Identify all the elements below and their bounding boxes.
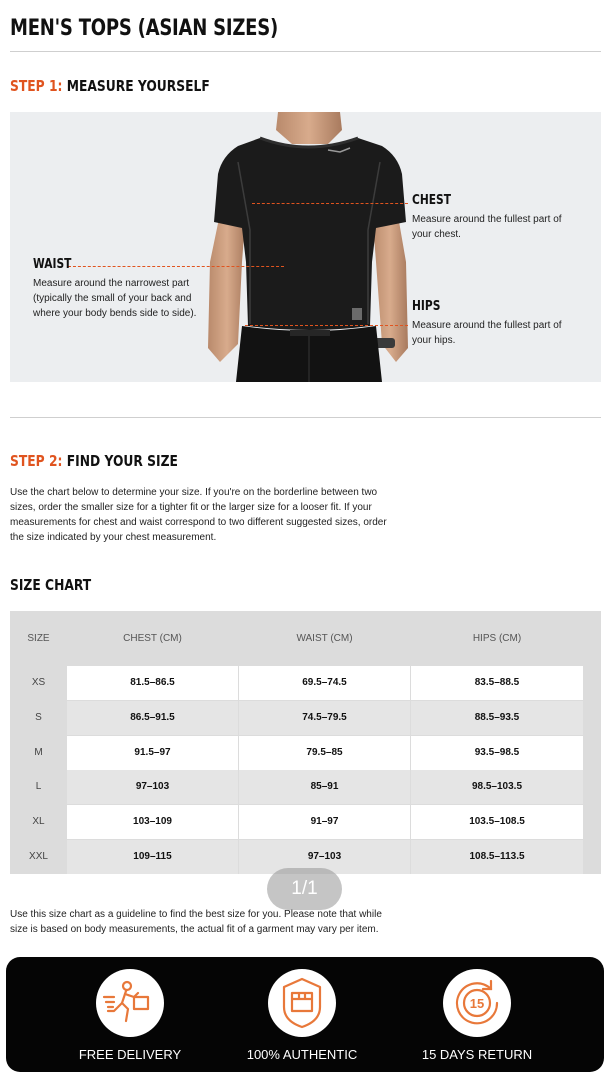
chest-description: Measure around the fullest part of your chest. <box>412 214 562 240</box>
step1-number: STEP 1: <box>10 77 63 95</box>
step1-title: MEASURE YOURSELF <box>66 77 210 95</box>
top-divider <box>10 51 601 52</box>
hips-pointer-line <box>245 325 408 326</box>
benefit-label: 15 DAYS RETURN <box>421 1047 533 1062</box>
table-row <box>10 770 601 804</box>
step2-title: FIND YOUR SIZE <box>66 452 178 470</box>
15-day-return-icon <box>443 969 511 1037</box>
header-chest: CHEST (CM) <box>123 633 182 644</box>
size-cell: XXL <box>29 851 48 862</box>
waist-cell: 97–103 <box>239 840 410 874</box>
waist-cell: 79.5–85 <box>239 736 410 770</box>
waist-cell: 74.5–79.5 <box>239 701 410 735</box>
table-row <box>10 701 601 735</box>
benefit-label: 100% AUTHENTIC <box>246 1047 358 1062</box>
chest-cell: 86.5–91.5 <box>67 701 238 735</box>
delivery-runner-icon <box>96 969 164 1037</box>
middle-divider <box>10 417 601 418</box>
hips-cell: 98.5–103.5 <box>411 770 583 804</box>
page-title: MEN'S TOPS (ASIAN SIZES) <box>10 16 279 41</box>
chest-cell: 109–115 <box>67 840 238 874</box>
hips-title: HIPS <box>412 299 441 314</box>
hips-cell: 83.5–88.5 <box>411 666 583 700</box>
chest-cell: 91.5–97 <box>67 736 238 770</box>
table-row <box>10 736 601 770</box>
page-indicator[interactable]: 1/1 <box>267 868 342 910</box>
size-chart-footnote: Use this size chart as a guideline to find the best size for you. Please note that while size is based on body measurements, the actual fit of a garment may vary per item. <box>10 909 382 935</box>
step2-heading <box>10 452 178 470</box>
size-chart-table <box>10 611 601 874</box>
waist-pointer-line <box>68 266 284 267</box>
waist-cell: 91–97 <box>239 805 410 839</box>
benefit-return <box>407 969 547 1069</box>
chest-title: CHEST <box>412 193 451 208</box>
hips-cell: 93.5–98.5 <box>411 736 583 770</box>
chest-cell: 97–103 <box>67 770 238 804</box>
size-chart-heading: SIZE CHART <box>10 576 92 594</box>
waist-description: Measure around the narrowest part (typically the small of your back and where your body bends side to side). <box>33 278 197 319</box>
size-cell: XL <box>32 816 45 827</box>
waist-title: WAIST <box>33 257 72 272</box>
authentic-box-icon <box>268 969 336 1037</box>
benefit-label: FREE DELIVERY <box>78 1047 182 1062</box>
table-row <box>10 666 601 700</box>
header-waist: WAIST (CM) <box>296 633 353 644</box>
svg-text:15: 15 <box>469 996 485 1011</box>
step1-heading <box>10 77 210 95</box>
hips-description: Measure around the fullest part of your hips. <box>412 320 562 346</box>
size-instructions: Use the chart below to determine your size. If you're on the borderline between two sizes, order the smaller size for a tighter fit or the larger size for a looser fit. If your measurements for chest and waist correspond to two different suggested sizes, order the size indicated by your chest measurement. <box>10 487 387 543</box>
benefits-bar <box>6 957 604 1072</box>
hips-cell: 108.5–113.5 <box>411 840 583 874</box>
hips-cell: 103.5–108.5 <box>411 805 583 839</box>
step2-number: STEP 2: <box>10 452 63 470</box>
header-size: SIZE <box>27 633 50 644</box>
benefit-authentic <box>232 969 372 1069</box>
size-cell: S <box>35 712 42 723</box>
chest-cell: 81.5–86.5 <box>67 666 238 700</box>
chest-pointer-line <box>252 203 408 204</box>
waist-cell: 69.5–74.5 <box>239 666 410 700</box>
waist-cell: 85–91 <box>239 770 410 804</box>
hips-cell: 88.5–93.5 <box>411 701 583 735</box>
table-row <box>10 805 601 839</box>
chest-cell: 103–109 <box>67 805 238 839</box>
size-cell: L <box>35 781 42 792</box>
size-cell: M <box>34 747 43 758</box>
header-hips: HIPS (CM) <box>472 633 522 644</box>
benefit-free-delivery <box>60 969 200 1069</box>
size-cell: XS <box>31 677 46 688</box>
